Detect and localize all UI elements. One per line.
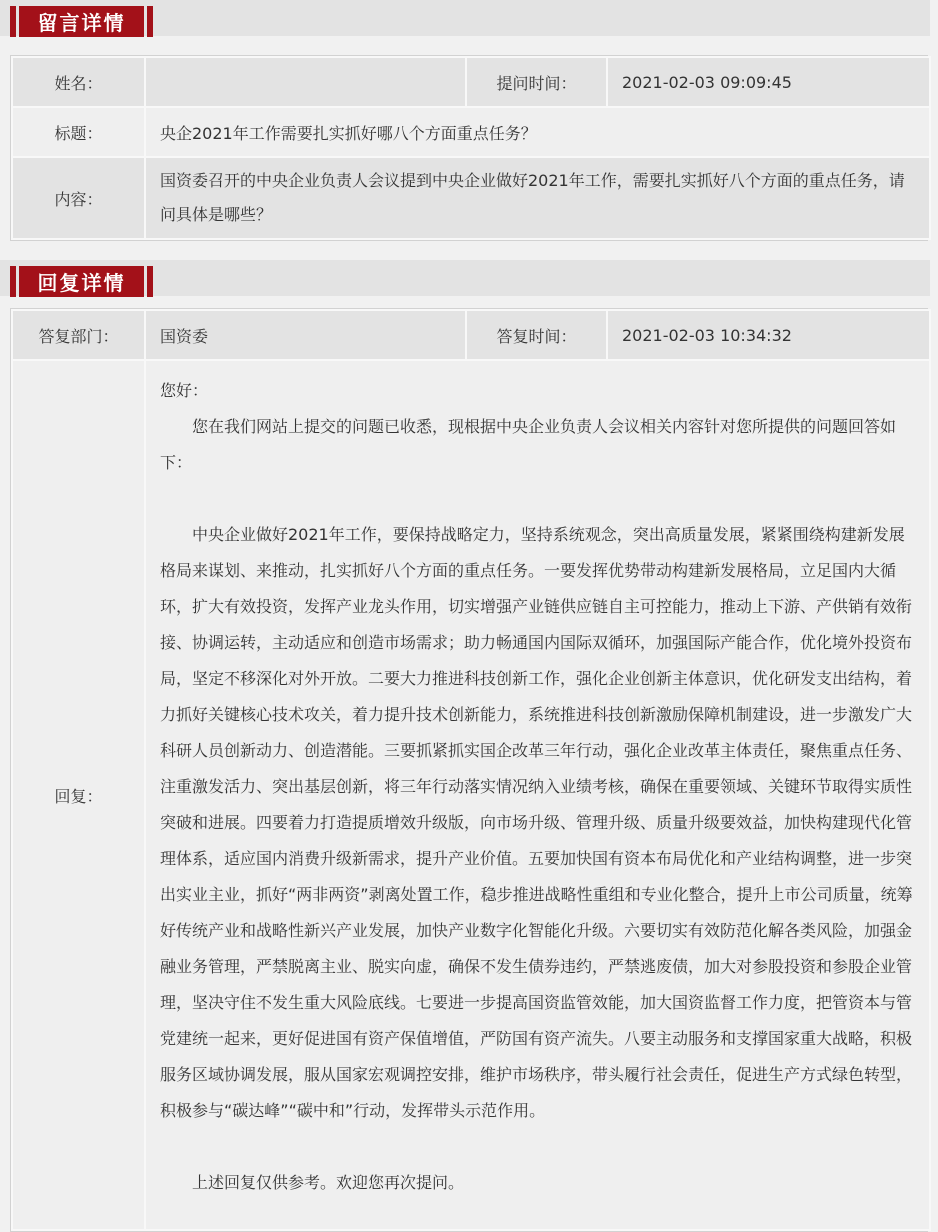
title-label: 标题： bbox=[12, 107, 145, 157]
ask-time-value: 2021-02-03 09:09:45 bbox=[607, 57, 930, 107]
reply-info-table bbox=[10, 308, 928, 1232]
table-row bbox=[12, 360, 930, 1230]
table-row bbox=[12, 57, 930, 107]
reply-value bbox=[145, 360, 930, 1230]
message-section-title: 留言详情 bbox=[19, 6, 144, 37]
dept-label: 答复部门： bbox=[12, 310, 145, 360]
dept-value: 国资委 bbox=[145, 310, 466, 360]
table-row bbox=[12, 157, 930, 239]
content-value: 国资委召开的中央企业负责人会议提到中央企业做好2021年工作，需要扎实抓好八个方面的重点任务，请问具体是哪些？ bbox=[145, 157, 930, 239]
reply-time-label: 答复时间： bbox=[466, 310, 607, 360]
table-row bbox=[12, 107, 930, 157]
message-section-badge bbox=[10, 6, 153, 37]
reply-body bbox=[160, 373, 913, 1201]
message-section-header-strip bbox=[0, 0, 930, 36]
badge-right-bar bbox=[147, 266, 153, 297]
name-label: 姓名： bbox=[12, 57, 145, 107]
name-value bbox=[145, 57, 466, 107]
reply-closing: 上述回复仅供参考。欢迎您再次提问。 bbox=[192, 1173, 465, 1192]
reply-section-header-strip bbox=[0, 260, 930, 296]
reply-main-text: 中央企业做好2021年工作，要保持战略定力，坚持系统观念，突出高质量发展，紧紧围绕构建新发展格局来谋划、来推动，扎实抓好八个方面的重点任务。一要发挥优势带动构建新发展格局，立足国内大循环，扩大有效投资，发挥产业龙头作用，切实增强产业链供应链自主可控能力，推动上下游、产供销有效衔接、协调运转，主动适应和创造市场需求；助力畅通国内国际双循环，加强国际产能合作，优化境外投资布局，坚定不移深化对外开放。二要大力推进科技创新工作，强化企业创新主体意识，优化研发支出结构，着力抓好关键核心技术攻关，着力提升技术创新能力，系统推进科技创新激励保障机制建设，进一步激发广大科研人员创新动力、创造潜能。三要抓紧抓实国企改革三年行动，强化企业改革主体责任，聚焦重点任务、注重激发活力、突出基层创新，将三年行动落实情况纳入业绩考核，确保在重要领域、关键环节取得实质性突破和进展。四要着力打造提质增效升级版，向市场升级、管理升级、质量升级要效益，加快构建现代化管理体系，适应国内消费升级新需求，提升产业价值。五要加快国有资本布局优化和产业结构调整，进一步突出实业主业，抓好“两非两资”剥离处置工作，稳步推进战略性重组和专业化整合，提升上市公司质量，统筹好传统产业和战略性新兴产业发展，加快产业数字化智能化升级。六要切实有效防范化解各类风险，加强金融业务管理，严禁脱离主业、脱实向虚，确保不发生债券违约，严禁逃废债，加大对参股投资和参股企业管理，坚决守住不发生重大风险底线。七要进一步提高国资监管效能，加大国资监督工作力度，把管资本与管党建统一起来，更好促进国有资产保值增值，严防国有资产流失。八要主动服务和支撑国家重大战略，积极服务区域协调发展，服从国家宏观调控安排，维护市场秩序，带头履行社会责任，促进生产方式绿色转型，积极参与“碳达峰”“碳中和”行动，发挥带头示范作用。 bbox=[160, 525, 913, 1120]
message-info-table bbox=[10, 55, 928, 241]
badge-left-bar bbox=[10, 266, 16, 297]
title-value: 央企2021年工作需要扎实抓好哪八个方面重点任务？ bbox=[145, 107, 930, 157]
reply-time-value: 2021-02-03 10:34:32 bbox=[607, 310, 930, 360]
table-row bbox=[12, 310, 930, 360]
reply-section-badge bbox=[10, 266, 153, 297]
badge-left-bar bbox=[10, 6, 16, 37]
reply-label: 回复： bbox=[12, 360, 145, 1230]
badge-right-bar bbox=[147, 6, 153, 37]
reply-intro: 您在我们网站上提交的问题已收悉，现根据中央企业负责人会议相关内容针对您所提供的问题回答如下： bbox=[160, 417, 897, 472]
content-label: 内容： bbox=[12, 157, 145, 239]
reply-section-title: 回复详情 bbox=[19, 266, 144, 297]
ask-time-label: 提问时间： bbox=[466, 57, 607, 107]
reply-greeting: 您好： bbox=[160, 381, 209, 400]
